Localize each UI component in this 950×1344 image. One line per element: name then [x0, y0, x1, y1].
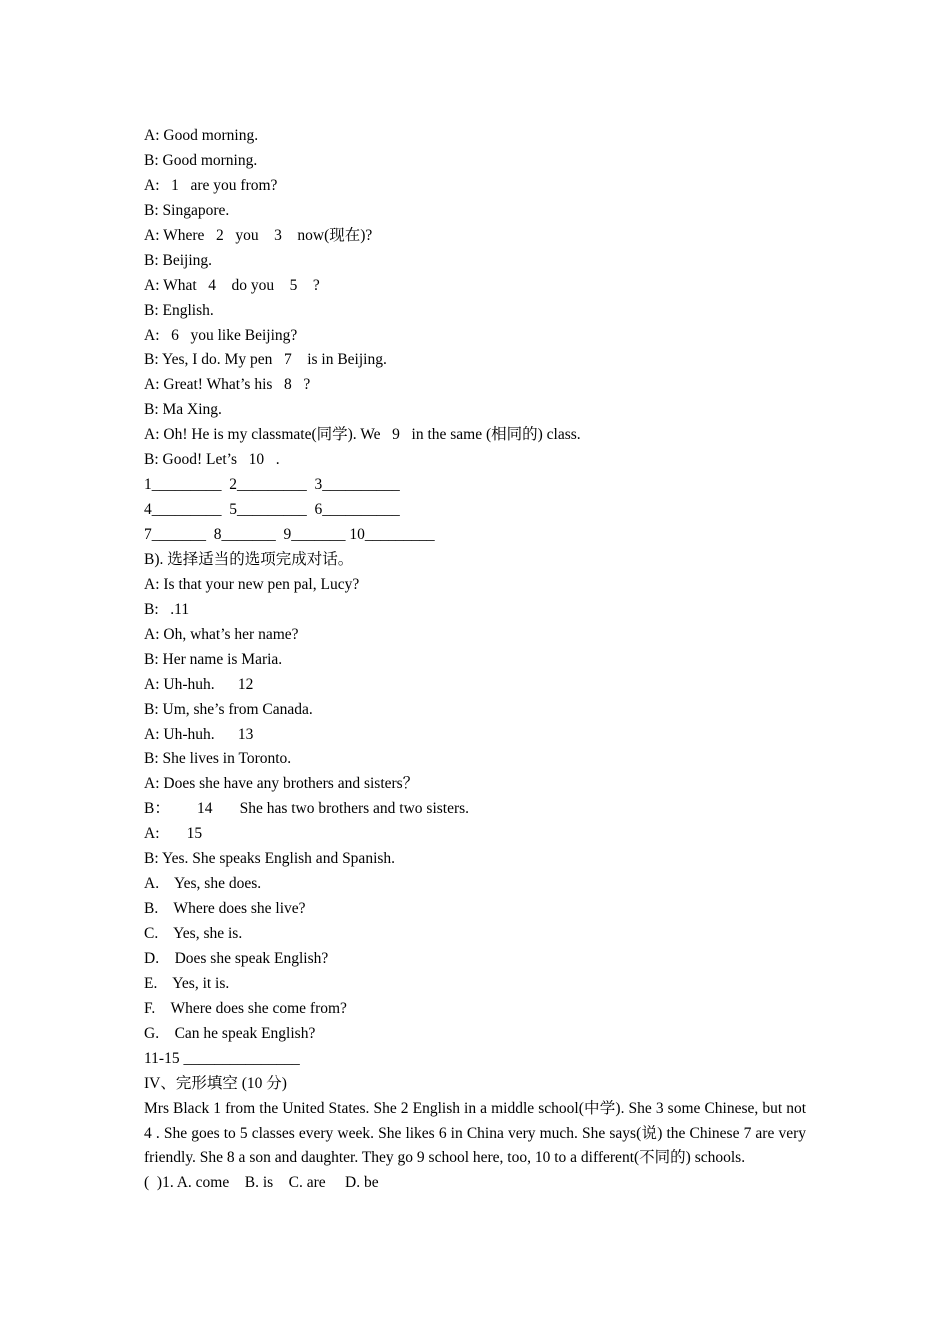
dialogue-line: A: Does she have any brothers and sisters？ — [144, 775, 419, 793]
dialogue-line: A: 6 you like Beijing? — [144, 326, 298, 344]
cloze-passage: Mrs Black 1 from the United States. She 2 English in a middle school(中学). She 3 some Chinese, but not 4 . She goes to 5 classes every week. She likes 6 in China very much. She says(说) the Chinese 7 are very friendly. She 8 a son and daughter. They go 9 school here, too, 10 to a different(不同的) schools. — [144, 1099, 806, 1167]
option-item: D. Does she speak English? — [144, 949, 329, 967]
option-item: B. Where does she live? — [144, 900, 306, 918]
dialogue-line: B: Her name is Maria. — [144, 650, 283, 668]
option-item: F. Where does she come from? — [144, 999, 347, 1017]
dialogue-line: A: Oh, what’s her name? — [144, 625, 299, 643]
answer-blanks-a — [144, 473, 806, 548]
answer-blank-row: 4_________ 5_________ 6__________ — [144, 501, 400, 519]
answer-blank-row: 11-15 _______________ — [144, 1049, 300, 1067]
dialogue-line: A: 1 are you from? — [144, 176, 278, 194]
dialogue-line: A: 15 — [144, 825, 203, 843]
dialogue-line: B： 14 She has two brothers and two sisters. — [144, 800, 470, 818]
dialogue-line: B: .11 — [144, 600, 190, 618]
dialogue-line: B: She lives in Toronto. — [144, 750, 292, 768]
worksheet-page — [144, 124, 806, 1196]
dialogue-line: B: Good morning. — [144, 151, 258, 169]
option-item: A. Yes, she does. — [144, 875, 262, 893]
dialogue-line: A: Great! What’s his 8 ? — [144, 376, 311, 394]
cloze-question: ( )1. A. come B. is C. are D. be — [144, 1174, 379, 1192]
dialogue-line: B: English. — [144, 301, 214, 319]
dialogue-line: A: Good morning. — [144, 127, 259, 144]
option-item: C. Yes, she is. — [144, 925, 243, 942]
answer-blank-row: 1_________ 2_________ 3__________ — [144, 476, 400, 494]
dialogue-line: A: Uh-huh. 13 — [144, 725, 254, 743]
section-b-heading: B). 选择适当的选项完成对话。 — [144, 550, 354, 568]
dialogue-line: B: Ma Xing. — [144, 401, 222, 419]
dialogue-line: A: Oh! He is my classmate(同学). We 9 in the same (相同的) class. — [144, 426, 581, 444]
dialogue-line: B: Um, she’s from Canada. — [144, 700, 313, 718]
dialogue-line: A: What 4 do you 5 ? — [144, 276, 320, 294]
dialogue-section-b — [144, 548, 806, 1072]
section-iv-heading: IV、完形填空 (10 分) — [144, 1074, 287, 1092]
option-item: E. Yes, it is. — [144, 974, 230, 992]
dialogue-line: A: Uh-huh. 12 — [144, 675, 254, 693]
dialogue-line: B: Good! Let’s 10 . — [144, 451, 280, 469]
dialogue-line: B: Singapore. — [144, 201, 230, 219]
dialogue-line: B: Yes, I do. My pen 7 is in Beijing. — [144, 351, 387, 369]
dialogue-line: A: Where 2 you 3 now(现在)? — [144, 226, 373, 244]
answer-blank-row: 7_______ 8_______ 9_______ 10_________ — [144, 526, 435, 543]
dialogue-line: A: Is that your new pen pal, Lucy? — [144, 575, 360, 593]
cloze-section-iv — [144, 1072, 806, 1197]
option-item: G. Can he speak English? — [144, 1024, 316, 1042]
dialogue-line: B: Beijing. — [144, 251, 213, 269]
dialogue-line: B: Yes. She speaks English and Spanish. — [144, 850, 396, 868]
dialogue-section-a — [144, 124, 806, 473]
